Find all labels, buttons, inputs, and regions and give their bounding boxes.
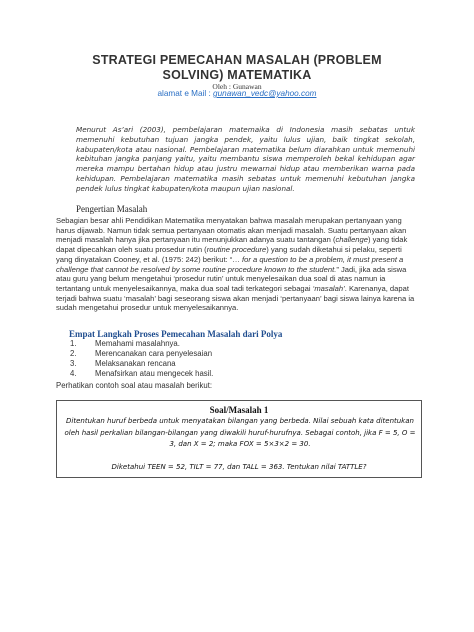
step-text: Menafsirkan atau mengecek hasil.: [95, 369, 214, 378]
pengertian-text-4: ” Jadi, jika ada siswa atau guru yang belum mengetahui ‘prosedur rutin’ untuk menyelesaikan dua soal di atas namun ia tertantang untuk menyelesaikannya, maka dua soal tadi terkategori sebagai: [56, 264, 407, 293]
list-item: [70, 359, 213, 369]
list-item: [70, 339, 213, 349]
step-number: 2.: [70, 349, 77, 358]
polya-steps-list: [70, 339, 213, 379]
step-text: Melaksanakan rencana: [95, 359, 176, 368]
abstract-paragraph: Menurut As’ari (2003), pembelajaran matemaika di Indonesia masih sebatas untuk memenuhi kebutuhan tujuan jangka pendek, yaitu lulus ujian, baik tingkat sekolah, kabupaten/kota atau nasional. Pembelajaran matematika belum diarahkan untuk memenuhi kebituhan jangka panjang yaitu, yaitu membantu siswa memperoleh bekal kehidupan agar mereka mampu bertahan hidup atau justru mewarnai hidup atau memberikan warna pada kehidupan. Pembelajaran matematika masih sebatas untuk memenuhi kebutuhan jangka pendek lulus tingkat kabupaten/kota maupun ujian nasional.: [76, 125, 415, 193]
author-line: Oleh : Gunawan: [212, 82, 262, 91]
step-text: Merencanakan cara penyelesaian: [95, 349, 213, 358]
page-title: STRATEGI PEMECAHAN MASALAH (PROBLEM SOLVING) MATEMATIKA: [92, 53, 382, 82]
pengertian-routine: routine procedure: [206, 245, 267, 255]
list-item: [70, 349, 213, 359]
step-number: 1.: [70, 339, 77, 348]
pengertian-text-3: ) yang sudah diketahui si pelaku, seperti yang dinyatakan Cooney, et al. (1975: 242) berikut: “…: [56, 245, 402, 264]
pengertian-paragraph: [56, 216, 418, 313]
section-heading-pengertian: Pengertian Masalah: [76, 204, 148, 214]
soal-question: Diketahui TEEN = 52, TILT = 77, dan TALL = 363. Tentukan nilai TATTLE?: [111, 463, 367, 471]
section-heading-polya: Empat Langkah Proses Pemecahan Masalah dari Polya: [69, 329, 283, 339]
soal-body: Ditentukan huruf berbeda untuk menyatakan bilangan yang berbeda. Nilai sebuah kata ditentukan oleh hasil perkalian bilangan-bilangan yang diwakili huruf-hurufnya. Sebagai contoh, jika F = 5, O = 3, dan X = 2; maka FOX = 5×3×2 = 30.: [64, 417, 416, 448]
pengertian-text-2: ) yang tidak dapat dipecahkan oleh suatu prosedur rutin (: [56, 235, 408, 255]
soal-title: Soal/Masalah 1: [209, 405, 269, 415]
email-link[interactable]: gunawan_vedc@yahoo.com: [213, 89, 317, 98]
pengertian-masalah: ‘masalah’: [312, 283, 345, 293]
pengertian-quote: for a question to be a problem, it must present a challenge that cannot be resolved by some routine procedure known to the student.: [56, 254, 404, 274]
step-number: 4.: [70, 369, 77, 378]
pengertian-text-1: Sebagian besar ahli Pendidikan Matematika menyatakan bahwa masalah merupakan pertanyaan yang harus dijawab. Namun tidak semua pertanyaan otomatis akan menjadi masalah. Suatu pertanyaan akan menjadi masalah hanya jika pertanyaan itu menunjukkan adanya suatu tantangan (: [56, 216, 407, 245]
email-label: alamat e Mail :: [157, 89, 211, 98]
step-text: Memahami masalahnya.: [95, 339, 180, 348]
step-number: 3.: [70, 359, 77, 368]
soal-box: [56, 400, 422, 478]
perhatikan-line: Perhatikan contoh soal atau masalah berikut:: [56, 381, 213, 390]
pengertian-text-5: . Karenanya, dapat terjadi bahwa suatu ‘masalah’ bagi seseorang siswa akan menjadi ‘pertanyaan’ bagi siswa lainya karena ia sudah mengetahui prosedur untuk menyelesaikannya.: [56, 283, 415, 313]
email-line: [0, 89, 474, 98]
list-item: [70, 369, 213, 379]
pengertian-challenge: challenge: [335, 235, 368, 245]
